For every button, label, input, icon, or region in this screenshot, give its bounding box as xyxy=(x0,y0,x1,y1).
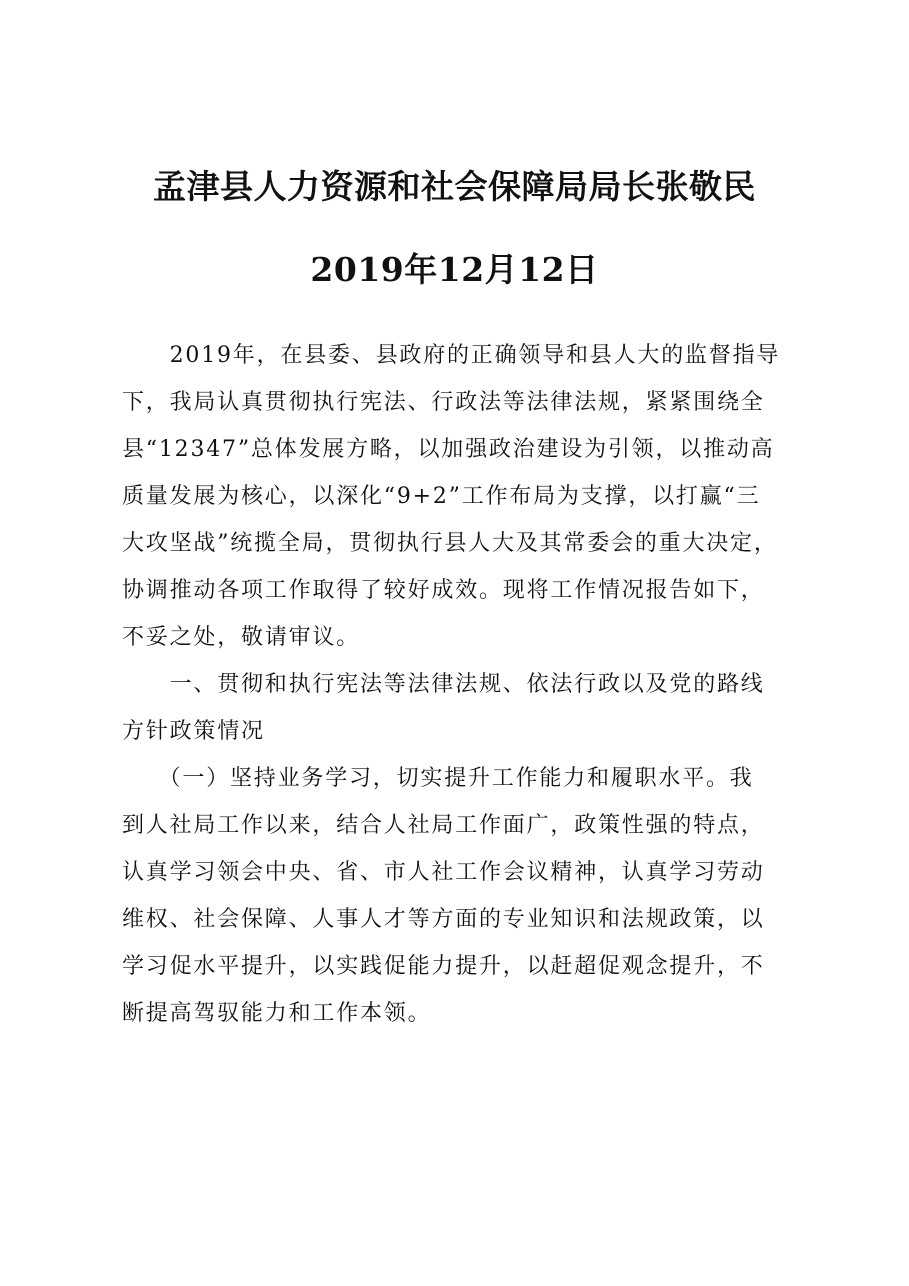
document-date: 2019年12月12日 xyxy=(310,250,599,289)
paragraph-line: 大攻坚战”统揽全局，贯彻执行县人大及其常委会的重大决定， xyxy=(122,531,778,556)
section-heading-1 xyxy=(122,661,802,755)
paragraph-line: 质量发展为核心，以深化“9+2”工作布局为支撑，以打赢“三 xyxy=(122,484,761,509)
document-title: 孟津县人力资源和社会保障局局长张敬民 xyxy=(153,167,756,206)
paragraph-line: 方针政策情况 xyxy=(122,719,265,744)
paragraph-subsection-1 xyxy=(122,755,802,1037)
paragraph-line: 不妥之处，敬请审议。 xyxy=(122,625,361,650)
paragraph-line: 协调推动各项工作取得了较好成效。现将工作情况报告如下， xyxy=(122,578,765,603)
paragraph-line: 学习促水平提升，以实践促能力提升，以赶超促观念提升，不 xyxy=(122,954,765,979)
paragraph-line: 2019年，在县委、县政府的正确领导和县人大的监督指导 xyxy=(122,343,781,368)
paragraph-line: 下，我局认真贯彻执行宪法、行政法等法律法规，紧紧围绕全 xyxy=(122,390,765,415)
paragraph-line: 认真学习领会中央、省、市人社工作会议精神，认真学习劳动 xyxy=(122,860,765,885)
paragraph-line: 一、贯彻和执行宪法等法律法规、依法行政以及党的路线 xyxy=(122,672,765,697)
paragraph-line: 断提高驾驭能力和工作本领。 xyxy=(122,1001,432,1026)
paragraph-intro xyxy=(122,332,802,661)
paragraph-line: （一）坚持业务学习，切实提升工作能力和履职水平。我 xyxy=(122,766,754,791)
paragraph-line: 到人社局工作以来，结合人社局工作面广，政策性强的特点， xyxy=(122,813,765,838)
paragraph-line: 维权、社会保障、人事人才等方面的专业知识和法规政策，以 xyxy=(122,907,765,932)
paragraph-line: 县“12347”总体发展方略，以加强政治建设为引领，以推动高 xyxy=(122,437,775,462)
